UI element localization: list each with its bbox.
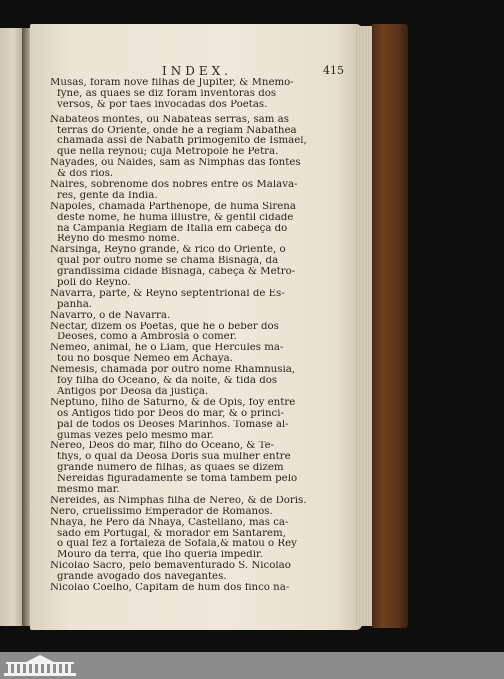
entry-line: versos, & por taes invocadas dos Poetas.	[57, 99, 268, 110]
index-entry	[50, 343, 350, 365]
entry-line: Narsinga, Reyno grande, & rico do Oriente, o	[50, 245, 286, 256]
entry-line: Nectar, dizem os Poetas, que he o beber dos	[50, 321, 279, 332]
index-entry	[50, 507, 350, 518]
entry-line: Nemeo, animal, he o Liam, que Hercules ma-	[50, 343, 284, 354]
index-entry	[50, 441, 350, 495]
entry-line: Nicolao Coelho, Capitam de hum dos finco na-	[50, 582, 290, 593]
index-entry	[50, 322, 350, 344]
entry-line: Nereides, as Nimphas filha de Nereo, & de Doris.	[50, 495, 307, 506]
entry-line: tou no bosque Nemeo em Achaya.	[57, 354, 233, 365]
entry-line: Navarra, parte, & Reyno septentrional de Es-	[50, 288, 285, 299]
index-entry	[50, 158, 350, 180]
entry-line: qual por outro nome se chama Bisnagá, da	[57, 256, 279, 267]
entry-line: o qual fez a fortaleza de Sofala,& matou o Rey	[57, 539, 297, 550]
entry-line: Reyno do mesmo nome.	[57, 234, 180, 245]
entry-line: Nereo, Deos do mar, filho do Oceano, & Te-	[50, 441, 275, 452]
entry-line: mesmo mar.	[57, 484, 120, 495]
entry-line: poli do Reyno.	[57, 278, 131, 289]
entry-line: deste nome, he huma illustre, & gentil cidade	[57, 212, 294, 223]
entry-line: Naires, sobrenome dos nobres entre os Malava-	[50, 180, 298, 191]
entry-line: res, gente da India.	[57, 190, 158, 201]
index-entry	[50, 115, 350, 159]
entry-line: Nhaya, he Pero da Nhaya, Castellano, mas ca-	[50, 517, 289, 528]
index-entry	[50, 245, 350, 289]
index-entry	[50, 518, 350, 562]
index-entry	[50, 289, 350, 311]
entry-line: Navarro, o de Navarra.	[50, 310, 171, 321]
entry-line: Mouro da terra, que lho queria impedir.	[57, 550, 263, 561]
entry-line: Napoles, chamada Parthenope, de huma Sirena	[50, 201, 296, 212]
index-entry	[50, 561, 350, 583]
running-header	[50, 64, 350, 78]
index-entry	[50, 398, 350, 442]
entry-line: que nella reynou; cuja Metropole he Petra.	[57, 147, 279, 158]
entry-line: chamada assi de Nabath primogenito de Ismael,	[57, 136, 307, 147]
entry-line: gumas vezes pelo mesmo mar.	[57, 430, 214, 441]
index-entry	[50, 78, 350, 111]
entry-line: terras do Oriente, onde he a regiam Nabathea	[57, 125, 297, 136]
entry-line: Neptuno, filho de Saturno, & de Opis, foy entre	[50, 397, 296, 408]
entry-line: thys, o qual da Deosa Doris sua mulher entre	[57, 452, 291, 463]
header-title: INDEX.	[162, 64, 232, 78]
page-number: 415	[323, 64, 344, 77]
entry-line: fyne, as quaes se diz foram inventoras dos	[57, 88, 277, 99]
entry-line: Antigos por Deosa da justiça.	[57, 386, 209, 397]
entry-line: Nayades, ou Naides, sam as Nimphas das fontes	[50, 158, 301, 169]
entry-line: foy filha do Oceano, & da noite, & tida dos	[57, 376, 278, 387]
viewer-footer	[0, 652, 504, 679]
leather-cover	[372, 24, 408, 628]
index-entry	[50, 202, 350, 246]
entry-line: Nero, cruelissimo Emperador de Romanos.	[50, 506, 273, 517]
index-entry	[50, 496, 350, 507]
index-entry	[50, 311, 350, 322]
entry-line: grandissima cidade Bisnagá, cabeça & Metro-	[57, 267, 296, 278]
index-entry	[50, 365, 350, 398]
entry-line: & dos rios.	[57, 169, 114, 180]
entry-line: Nereidas figuradamente se toma tambem pelo	[57, 474, 298, 485]
entry-line: Musas, foram nove filhas de Jupiter, & Mnemo-	[50, 78, 294, 88]
entry-line: Nabateos montes, ou Nabateas serras, sam as	[50, 114, 289, 125]
entry-line: grande numero de filhas, as quaes se dizem	[57, 463, 284, 474]
entry-line: grande avogado dos navegantes.	[57, 572, 227, 583]
entry-line: panha.	[57, 299, 93, 310]
entry-line: Deoses, como a Ambrosia o comer.	[57, 332, 237, 343]
entry-line: sado em Portugal, & morador em Santarem,	[57, 528, 286, 539]
entry-line: Nemesis, chamada por outro nome Rhamnusia,	[50, 365, 296, 376]
library-building-logo	[4, 654, 76, 677]
index-entry	[50, 180, 350, 202]
index-entries	[50, 78, 350, 594]
entry-line: Nicolao Sacro, pelo bemaventurado S. Nicolao	[50, 561, 291, 572]
entry-line: os Antigos tido por Deos do mar, & o princi-	[57, 408, 284, 419]
previous-page-edge	[0, 28, 24, 626]
index-entry	[50, 583, 350, 594]
entry-line: pal de todos os Deoses Marinhos. Tomase al-	[57, 419, 289, 430]
entry-line: na Campania Regiam de Italia em cabeça do	[57, 223, 288, 234]
